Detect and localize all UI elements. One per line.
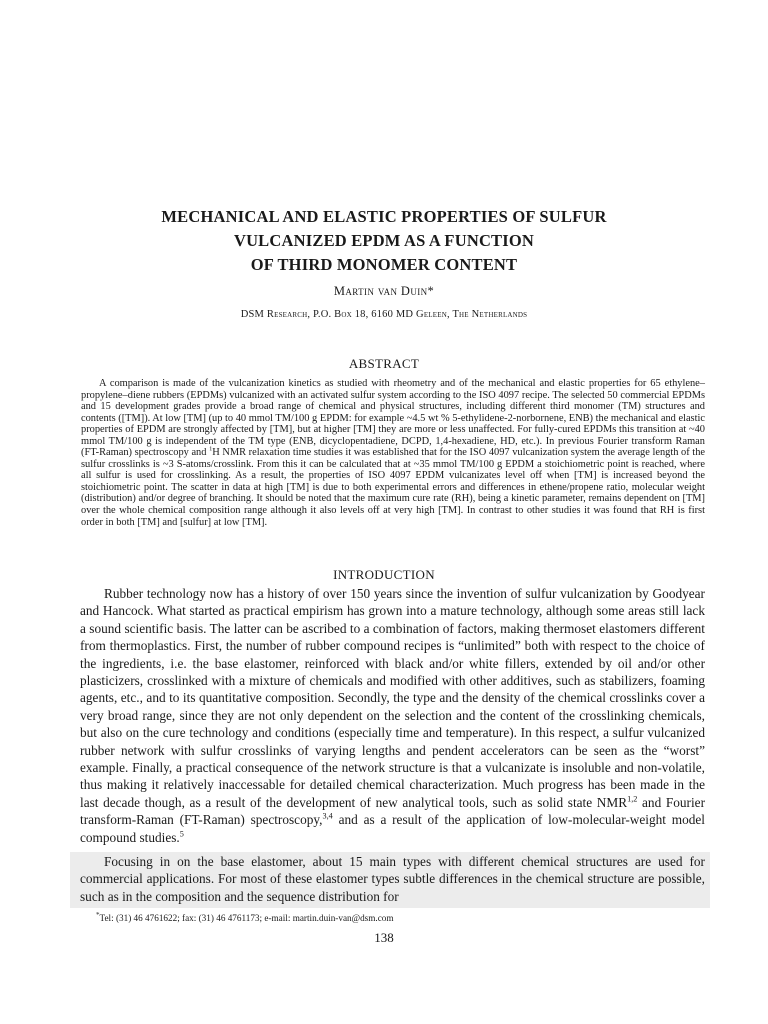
abstract-superscript: 1 bbox=[209, 445, 213, 453]
article-title bbox=[80, 205, 688, 277]
intro-p1-part-3: and as a result of the application of low-molecular-weight model compound studies. bbox=[80, 812, 706, 845]
page-number: 138 bbox=[374, 930, 394, 945]
intro-p1-part-1: Rubber technology now has a history of over 150 years since the invention of sulfur vulcanization by Goodyear and Hancock. What started as practical empirism has grown into a mature technology, although some areas still lack a sound scientific basis. The latter can be ascribed to a combination of factors, making thermoset elastomers different from thermoplastics. First, the number of rubber compound recipes is “unlimited” both with respect to the choice of the ingredients, i.e. the base elastomer, reinforced with black and/or white fillers, extended by oil and/or other plasticizers, crosslinked with a mixture of chemicals and modified with other additives, such as stabilizers, foaming agents, etc., and to its quantitative composition. Secondly, the type and the density of the chemical crosslinks cover a very broad range, since they are not only dependent on the selection and the content of the crosslinking chemicals, but also on the cure technology and conditions (especially time and temperature). In this respect, a sulfur vulcanized rubber network with sulfur crosslinks of varying lengths and pendent accelerators can be seen as the “worst” example. Finally, a practical consequence of the network structure is that a vulcanizate is insoluble and non-volatile, thus making it relatively inaccessable for detailed chemical characterization. Much progress has been made in the last decade though, as a result of the development of new analytical tools, such as solid state NMR bbox=[80, 586, 705, 810]
title-line-3: OF THIRD MONOMER CONTENT bbox=[250, 255, 518, 274]
citation-superscript-5: 5 bbox=[179, 829, 184, 839]
footnote-marker: * bbox=[96, 910, 100, 919]
author-name: Martin van Duin* bbox=[333, 284, 435, 298]
introduction-paragraph-2: Focusing in on the base elastomer, about 15 main types with different chemical structures are used for commercial applications. For most of these elastomer types subtle differences in the chemical structure are possible, such as in the composition and the sequence distribution for bbox=[80, 854, 705, 904]
abstract-heading: ABSTRACT bbox=[348, 356, 420, 371]
abstract-part-1: A comparison is made of the vulcanization kinetics as studied with rheometry and of the mechanical and elastic properties for 65 ethylene–propylene–diene rubbers (EPDMs) vulcanized with an activated sulfur system according to the ISO 4097 recipe. The selected 50 commercial EPDMs and 15 development grades provide a broad range of chemical and physical structures, including different third monomer (TM) structures and contents ([TM]). At low [TM] (up to 40 mmol TM/100 g EPDM: for example ~4.5 wt % 5-ethylidene-2-norbornene, ENB) the mechanical and elastic properties of EPDM are strongly affected by [TM], but at higher [TM] they are more or less unaffected. For fully-cured EPDMs this transition at ~40 mmol TM/100 g is independent of the TM type (ENB, dicyclopentadiene, DCPD, 1,4-hexadiene, HD, etc.). In previous Fourier transform Raman (FT-Raman) spectroscopy and bbox=[81, 378, 705, 459]
introduction-paragraph-1 bbox=[80, 585, 705, 846]
introduction-heading: INTRODUCTION bbox=[333, 567, 435, 582]
title-line-2: VULCANIZED EPDM AS A FUNCTION bbox=[233, 231, 535, 250]
footnote-text: Tel: (31) 46 4761622; fax: (31) 46 4761173; e-mail: martin.duin-van@dsm.com bbox=[99, 913, 394, 923]
author-affiliation: DSM Research, P.O. Box 18, 6160 MD Geleen, The Netherlands bbox=[240, 309, 528, 320]
citation-superscript-3-4: 3,4 bbox=[322, 811, 333, 821]
abstract-text bbox=[81, 378, 705, 528]
title-line-1: MECHANICAL AND ELASTIC PROPERTIES OF SULFUR bbox=[161, 207, 607, 226]
citation-superscript-1-2: 1,2 bbox=[627, 794, 638, 804]
abstract-part-2: H NMR relaxation time studies it was established that for the ISO 4097 vulcanization system the average length of the sulfur crosslinks is ~3 S-atoms/crosslink. From this it can be calculated that at ~35 mmol TM/100 g EPDM a stoichiometric point is reached, where all sulfur is used for crosslinking. As a result, the properties of ISO 4097 EPDM vulcanizates level off when [TM] is increased beyond the stoichiometric point. The scatter in data at high [TM] is due to both experimental errors and differences in ethene/propene ratio, molecular weight (distribution) and/or degree of branching. It should be noted that the maximum cure rate (RH), being a kinetic parameter, remains dependent on [TM] over the whole chemical composition range although it also levels off at very high [TM]. In contrast to other studies it was found that RH is first order in both [TM] and [sulfur] at low [TM]. bbox=[81, 447, 706, 528]
intro-p1-part-2: and Fourier transform-Raman (FT-Raman) spectroscopy, bbox=[80, 794, 705, 828]
author-footnote bbox=[96, 910, 394, 923]
